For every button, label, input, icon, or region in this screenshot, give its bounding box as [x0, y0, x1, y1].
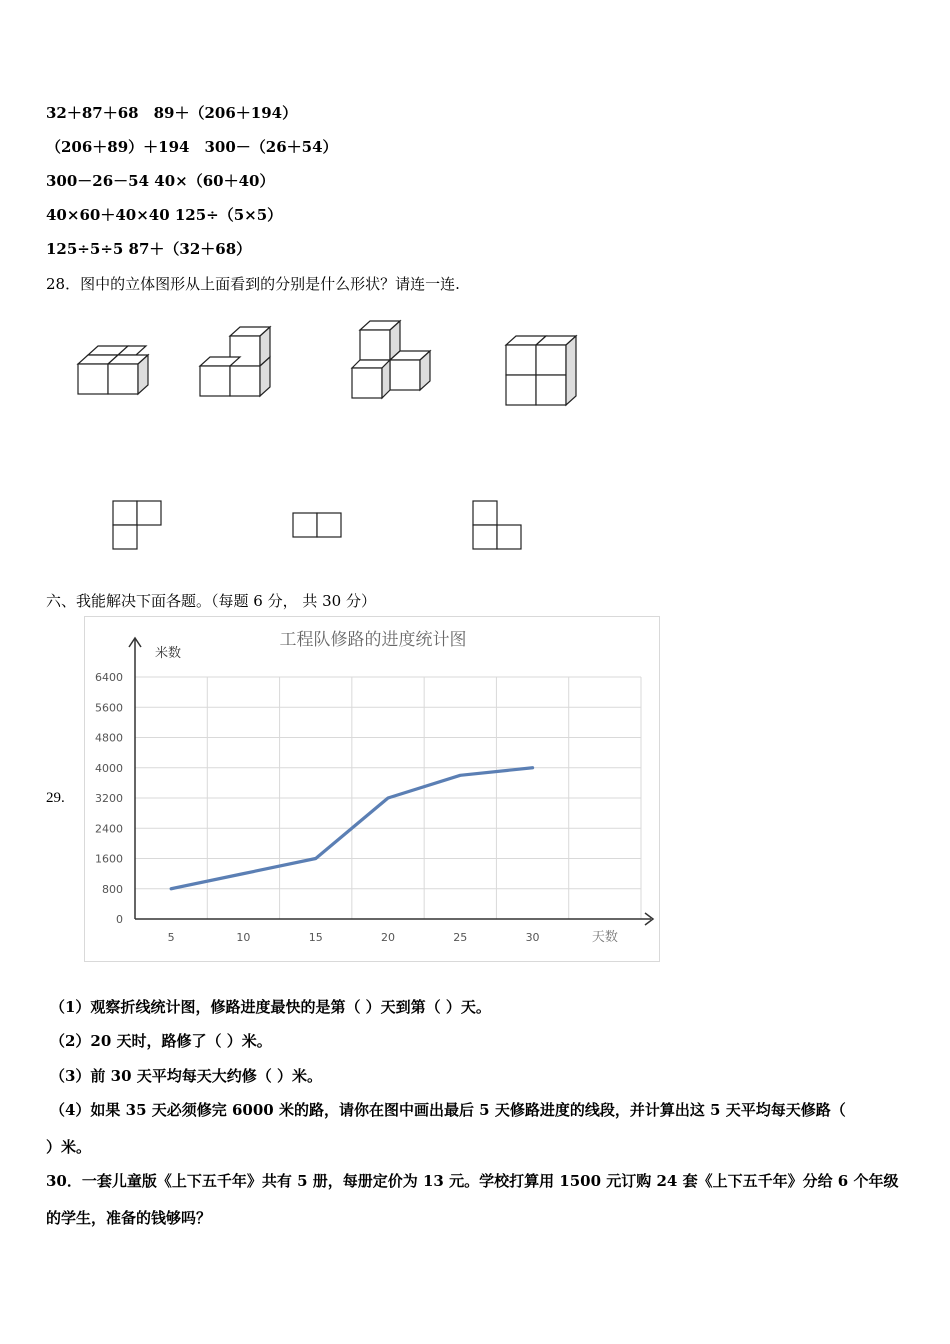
calc-line-5: 125÷5÷5 87＋（32＋68） [46, 240, 252, 258]
y-tick-label: 4800 [95, 731, 123, 745]
top-view-3 [472, 500, 524, 552]
y-tick-label: 2400 [95, 822, 123, 836]
q30-line-2: 的学生，准备的钱够吗？ [46, 1209, 212, 1227]
y-tick-label: 1600 [95, 852, 123, 866]
question-28-text: 28．图中的立体图形从上面看到的分别是什么形状？请连一连. [46, 275, 460, 293]
solid-figure-4 [498, 332, 588, 412]
x-axis-label: 天数 [591, 930, 618, 945]
calc-line-3: 300－26－54 40×（60＋40） [46, 172, 275, 190]
q29-sub-2: （2）20 天时，路修了（ ）米。 [50, 1032, 272, 1050]
chart-svg [85, 617, 661, 963]
x-tick-label: 10 [236, 931, 251, 944]
q29-sub-5: ）米。 [46, 1138, 92, 1156]
q30-line-1: 30．一套儿童版《上下五千年》共有 5 册，每册定价为 13 元。学校打算用 1500 元订购 24 套《上下五千年》分给 6 个年级 [46, 1172, 899, 1190]
section-6-title: 六、我能解决下面各题。（每题 6 分， 共 30 分） [46, 592, 376, 610]
calc-line-4: 40×60＋40×40 125÷（5×5） [46, 206, 283, 224]
y-tick-label: 0 [116, 913, 123, 926]
y-tick-label: 3200 [95, 792, 123, 805]
question-29-number: 29. [46, 790, 65, 806]
chart-title: 工程队修路的进度统计图 [279, 630, 467, 650]
y-tick-label: 4000 [95, 761, 123, 775]
solid-figure-1 [70, 340, 160, 400]
y-tick-label: 6400 [95, 671, 123, 684]
solid-figure-3 [344, 316, 444, 406]
x-tick-label: 15 [308, 931, 323, 944]
top-view-1 [112, 500, 164, 552]
x-tick-label: 25 [453, 931, 468, 944]
solid-figure-2 [192, 322, 282, 402]
calc-line-1: 32＋87＋68 89＋（206＋194） [46, 104, 298, 122]
line-chart [84, 616, 660, 962]
y-axis-label: 米数 [155, 646, 182, 661]
y-tick-label: 800 [102, 882, 123, 896]
x-tick-label: 20 [381, 931, 395, 944]
x-tick-label: 5 [167, 931, 175, 944]
calc-line-2: （206＋89）＋194 300－（26＋54） [46, 138, 338, 156]
q29-sub-1: （1）观察折线统计图，修路进度最快的是第（ ）天到第（ ）天。 [50, 998, 491, 1016]
q29-sub-3: （3）前 30 天平均每天大约修（ ）米。 [50, 1067, 322, 1085]
y-tick-label: 5600 [95, 701, 123, 715]
top-view-2 [292, 512, 344, 540]
x-tick-label: 30 [525, 931, 540, 944]
q29-sub-4: （4）如果 35 天必须修完 6000 米的路，请你在图中画出最后 5 天修路进度的线段，并计算出这 5 天平均每天修路（ [50, 1101, 846, 1119]
